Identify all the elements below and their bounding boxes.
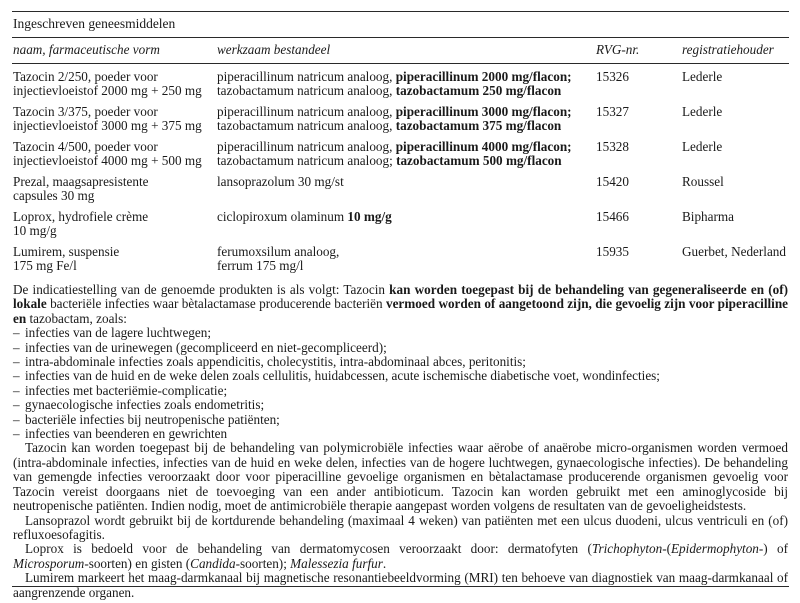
ingredient-line bbox=[217, 105, 572, 119]
indication-intro bbox=[13, 283, 788, 326]
ingredient-bold: piperacillinum 3000 mg/flacon; bbox=[395, 104, 572, 119]
ingredient-plain: ciclopiroxum olaminum bbox=[217, 209, 348, 224]
list-item: – infecties van de lagere luchtwegen; bbox=[13, 326, 788, 340]
ingredient-line: ferumoxsilum analoog, bbox=[217, 244, 340, 259]
name-line: 10 mg/g bbox=[13, 223, 57, 239]
cell-name bbox=[13, 210, 148, 239]
ingredient-line bbox=[217, 84, 572, 98]
ingredient-bold: tazobactamum 250 mg/flacon bbox=[395, 83, 562, 99]
ingredient-plain: tazobactamum natricum analoog; bbox=[217, 153, 397, 169]
name-line: Prezal, maagsapresistente bbox=[13, 174, 149, 189]
cell-rvg: 15328 bbox=[596, 139, 629, 154]
text: -soorten); bbox=[235, 555, 291, 571]
name-line: 175 mg Fe/l bbox=[13, 258, 77, 274]
list-item: – intra-abdominale infecties zoals appendicitis, cholecystitis, intra-abdominaal abces, peritonitis; bbox=[13, 355, 788, 369]
ingredient-plain: piperacillinum natricum analoog, bbox=[217, 104, 396, 119]
list-item: – infecties met bacteriëmie-complicatie; bbox=[13, 384, 788, 398]
bottom-rule bbox=[12, 586, 789, 587]
italic-text: Trichophyton- bbox=[591, 541, 667, 557]
paragraph-loprox bbox=[13, 542, 788, 571]
italic-text: Malessezia furfur bbox=[290, 555, 383, 571]
paragraph-lansoprazol: Lansoprazol wordt gebruikt bij de kortdurende behandeling (maximaal 4 weken) van patiënten met een ulcus duodeni, ulcus ventriculi en (of) refluxoesofagitis. bbox=[13, 512, 788, 542]
italic-text: Microsporum bbox=[13, 555, 85, 571]
name-line: Lumirem, suspensie bbox=[13, 244, 120, 259]
ingredient-line bbox=[217, 119, 572, 133]
ingredient-plain: piperacillinum natricum analoog, bbox=[217, 69, 396, 84]
text: . bbox=[382, 555, 387, 571]
text: -soorten) en gisten ( bbox=[84, 555, 191, 571]
text: ) of bbox=[763, 541, 788, 557]
cell-holder: Lederle bbox=[682, 69, 723, 84]
cell-name bbox=[13, 70, 202, 99]
cell-name bbox=[13, 140, 202, 169]
cell-name bbox=[13, 175, 148, 204]
intro-bold: vermoed worden of aangetoond zijn, die gevoelig zijn voor piperacilline en bbox=[13, 296, 789, 326]
cell-ingredient bbox=[217, 70, 572, 99]
cell-holder: Lederle bbox=[682, 139, 723, 154]
ingredient-line bbox=[217, 210, 392, 224]
list-item: – infecties van beenderen en gewrichten bbox=[13, 427, 788, 441]
ingredient-line bbox=[217, 70, 572, 84]
intro-text: tazobactam, zoals: bbox=[26, 310, 127, 326]
cell-rvg: 15935 bbox=[596, 244, 629, 259]
top-rule bbox=[12, 11, 789, 12]
ingredient-bold: tazobactamum 500 mg/flacon bbox=[396, 153, 562, 169]
ingredient-plain: tazobactamum natricum analoog, bbox=[217, 118, 396, 134]
ingredient-line bbox=[217, 140, 572, 154]
intro-bold: kan worden toegepast bij de behandeling van gegeneraliseerde en (of) lokale bbox=[13, 282, 788, 312]
cell-holder: Lederle bbox=[682, 104, 723, 119]
ingredient-plain: tazobactamum natricum analoog, bbox=[217, 83, 396, 99]
cell-name bbox=[13, 245, 119, 274]
cell-ingredient bbox=[217, 175, 344, 189]
header-ingredient: werkzaam bestandeel bbox=[217, 42, 331, 57]
ingredient-bold: 10 mg/g bbox=[347, 209, 392, 224]
text: Loprox is bedoeld voor de behandeling van dermatomycosen veroorzaakt door: dermatofyten ( bbox=[25, 541, 592, 557]
cell-rvg: 15326 bbox=[596, 69, 629, 84]
cell-ingredient bbox=[217, 245, 339, 274]
header-holder: registratiehouder bbox=[682, 42, 774, 57]
name-line: injectievloeistof 2000 mg + 250 mg bbox=[13, 83, 202, 99]
name-line: Loprox, hydrofiele crème bbox=[13, 209, 149, 224]
indication-text bbox=[13, 283, 788, 600]
cell-holder: Guerbet, Nederland bbox=[682, 244, 786, 259]
list-item: – infecties van de urinewegen (gecompliceerd en niet-gecompliceerd); bbox=[13, 341, 788, 355]
name-line: injectievloeistof 3000 mg + 375 mg bbox=[13, 118, 202, 134]
list-item: – infecties van de huid en de weke delen zoals cellulitis, huidabcessen, acute ischemische diabetische voet, wondinfecties; bbox=[13, 369, 788, 383]
ingredient-bold: piperacillinum 2000 mg/flacon; bbox=[395, 69, 572, 84]
list-item: – bacteriële infecties bij neutropenische patiënten; bbox=[13, 413, 788, 427]
ingredient-plain: lansoprazolum 30 mg/st bbox=[217, 174, 344, 189]
ingredient-bold: tazobactamum 375 mg/flacon bbox=[395, 118, 562, 134]
cell-ingredient bbox=[217, 210, 392, 224]
cell-rvg: 15420 bbox=[596, 174, 629, 189]
name-line: capsules 30 mg bbox=[13, 188, 95, 204]
cell-holder: Roussel bbox=[682, 174, 724, 189]
name-line: Tazocin 4/500, poeder voor bbox=[13, 139, 158, 154]
indication-list bbox=[13, 326, 788, 441]
header-rule bbox=[12, 63, 789, 64]
italic-text: Candida bbox=[190, 555, 236, 571]
paragraph-lumirem: Lumirem markeert het maag-darmkanaal bij magnetische resonantiebeeldvorming (MRI) ten behoeve van diagnostiek van maag-darmkanaal of aangrenzende organen. bbox=[13, 570, 788, 600]
cell-name bbox=[13, 105, 202, 134]
ingredient-line bbox=[217, 175, 344, 189]
intro-text: De indicatiestelling van de genoemde produkten is als volgt: Tazocin bbox=[13, 282, 390, 297]
cell-ingredient bbox=[217, 105, 572, 134]
text: ( bbox=[666, 541, 671, 557]
ingredient-line bbox=[217, 154, 572, 168]
ingredient-plain: piperacillinum natricum analoog, bbox=[217, 139, 396, 154]
italic-text: Epidermophyton- bbox=[671, 541, 764, 557]
paragraph-polymicrobial: Tazocin kan worden toegepast bij de behandeling van polymicrobiële infecties waar aërobe of anaërobe micro-organismen worden vermoed (intra-abdominale infecties, infecties van de huid en weke delen, infecties van de hogere luchtwegen, gynaecologische infecties). De behandeling van gemengde infecties veroorzaakt door voor piperacilline gevoelige organismen en bètalactamase producerende organismen gevoelig voor Tazocin vereist doorgaans niet de toevoeging van een ander antibioticum. Tazocin kan worden gebruikt met een aminoglycoside bij neutropenische patiënten. Indien nodig, moet de antimicrobiële therapie aangepast worden volgens de resultaten van de gevoeligheidstests. bbox=[13, 440, 788, 514]
ingredient-line: ferrum 175 mg/l bbox=[217, 258, 304, 274]
intro-text: bacteriële infecties waar bètalactamase producerende bacteriën bbox=[46, 296, 386, 312]
cell-ingredient bbox=[217, 140, 572, 169]
name-line: injectievloeistof 4000 mg + 500 mg bbox=[13, 153, 202, 169]
section-title: Ingeschreven geneesmiddelen bbox=[13, 16, 176, 31]
cell-holder: Bipharma bbox=[682, 209, 735, 224]
title-rule bbox=[12, 37, 789, 38]
cell-rvg: 15327 bbox=[596, 104, 629, 119]
header-name: naam, farmaceutische vorm bbox=[13, 42, 160, 57]
header-rvg: RVG-nr. bbox=[596, 42, 640, 57]
name-line: Tazocin 2/250, poeder voor bbox=[13, 69, 158, 84]
cell-rvg: 15466 bbox=[596, 209, 629, 224]
list-item: – gynaecologische infecties zoals endometritis; bbox=[13, 398, 788, 412]
name-line: Tazocin 3/375, poeder voor bbox=[13, 104, 158, 119]
ingredient-bold: piperacillinum 4000 mg/flacon; bbox=[395, 139, 572, 154]
